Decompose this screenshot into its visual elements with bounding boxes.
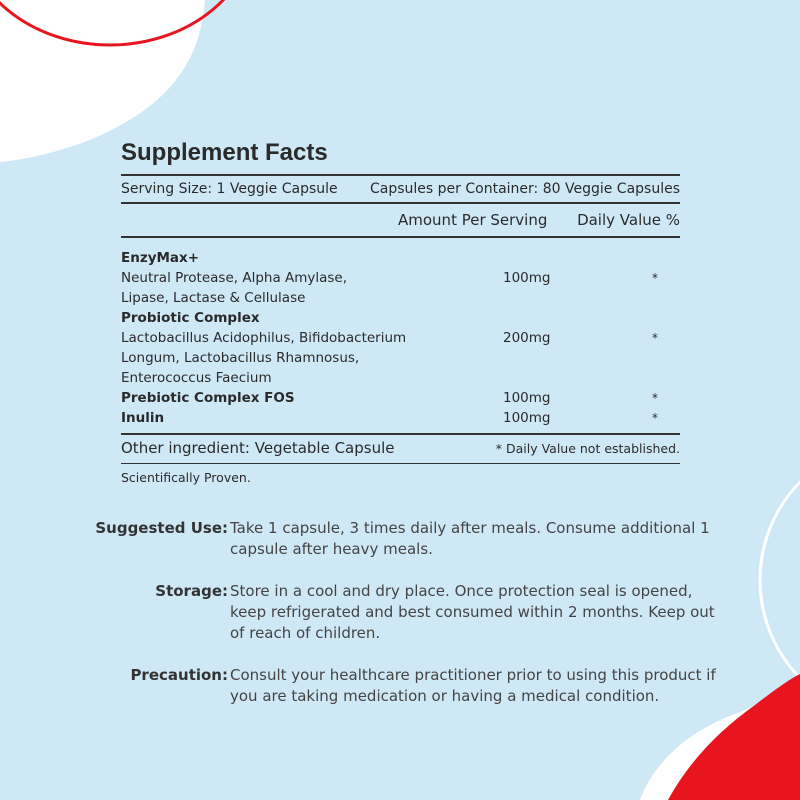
usage-label: Suggested Use: [95,519,228,537]
ingredient-description: Enterococcus Faecium [121,370,272,386]
usage-row-storage [60,581,740,644]
ingredient-row [121,408,680,428]
daily-value-header: Daily Value % [577,211,680,229]
column-header-row [121,204,680,238]
ingredient-description: Neutral Protease, Alpha Amylase, [121,270,348,286]
ingredient-row [121,308,680,388]
ingredient-name: EnzyMax+ [121,250,200,266]
ingredient-amount: 100mg [503,270,551,286]
ingredient-name: Prebiotic Complex FOS [121,390,295,406]
supplement-facts-title: Supplement Facts [121,138,680,176]
ingredient-description: Lipase, Lactase & Cellulase [121,290,306,306]
tagline: Scientifically Proven. [121,470,251,485]
header-spacer [121,209,398,236]
serving-size: Serving Size: 1 Veggie Capsule [121,181,338,197]
ingredient-daily-value: * [652,391,658,405]
ingredient-amount: 100mg [503,390,551,406]
ingredient-amount: 100mg [503,410,551,426]
usage-text: Take 1 capsule, 3 times daily after meals. Consume additional 1 capsule after heavy meals. [230,519,710,558]
usage-row-suggested-use [60,518,740,560]
ingredient-description: Longum, Lactobacillus Rhamnosus, [121,350,360,366]
ingredient-text [121,248,471,308]
capsules-per-container: Capsules per Container: 80 Veggie Capsules [370,181,680,197]
ingredient-list [121,238,680,428]
ingredient-text [121,408,471,428]
ingredient-description: Lactobacillus Acidophilus, Bifidobacterium [121,330,407,346]
ingredient-amount: 200mg [503,330,551,346]
usage-text: Consult your healthcare practitioner prior to using this product if you are taking medication or having a medical condition. [230,666,716,705]
ingredient-text [121,308,471,388]
amount-per-serving-header: Amount Per Serving [398,211,548,229]
ingredient-row [121,248,680,308]
daily-value-note: * Daily Value not established. [495,441,680,456]
ingredient-row [121,388,680,408]
usage-text: Store in a cool and dry place. Once protection seal is opened, keep refrigerated and best consumed within 2 months. Keep out of reach of children. [230,582,715,642]
ingredient-name: Probiotic Complex [121,310,260,326]
other-ingredient-row [121,433,680,464]
ingredient-daily-value: * [652,271,658,285]
usage-label: Precaution: [130,666,228,684]
ingredient-name: Inulin [121,410,165,426]
usage-row-precaution [60,665,740,707]
other-ingredient: Other ingredient: Vegetable Capsule [121,439,395,457]
usage-instructions [60,518,740,728]
ingredient-daily-value: * [652,411,658,425]
serving-info-row [121,176,680,204]
ingredient-daily-value: * [652,331,658,345]
supplement-facts-panel [121,138,680,485]
ingredient-text [121,388,471,408]
usage-label: Storage: [155,582,228,600]
